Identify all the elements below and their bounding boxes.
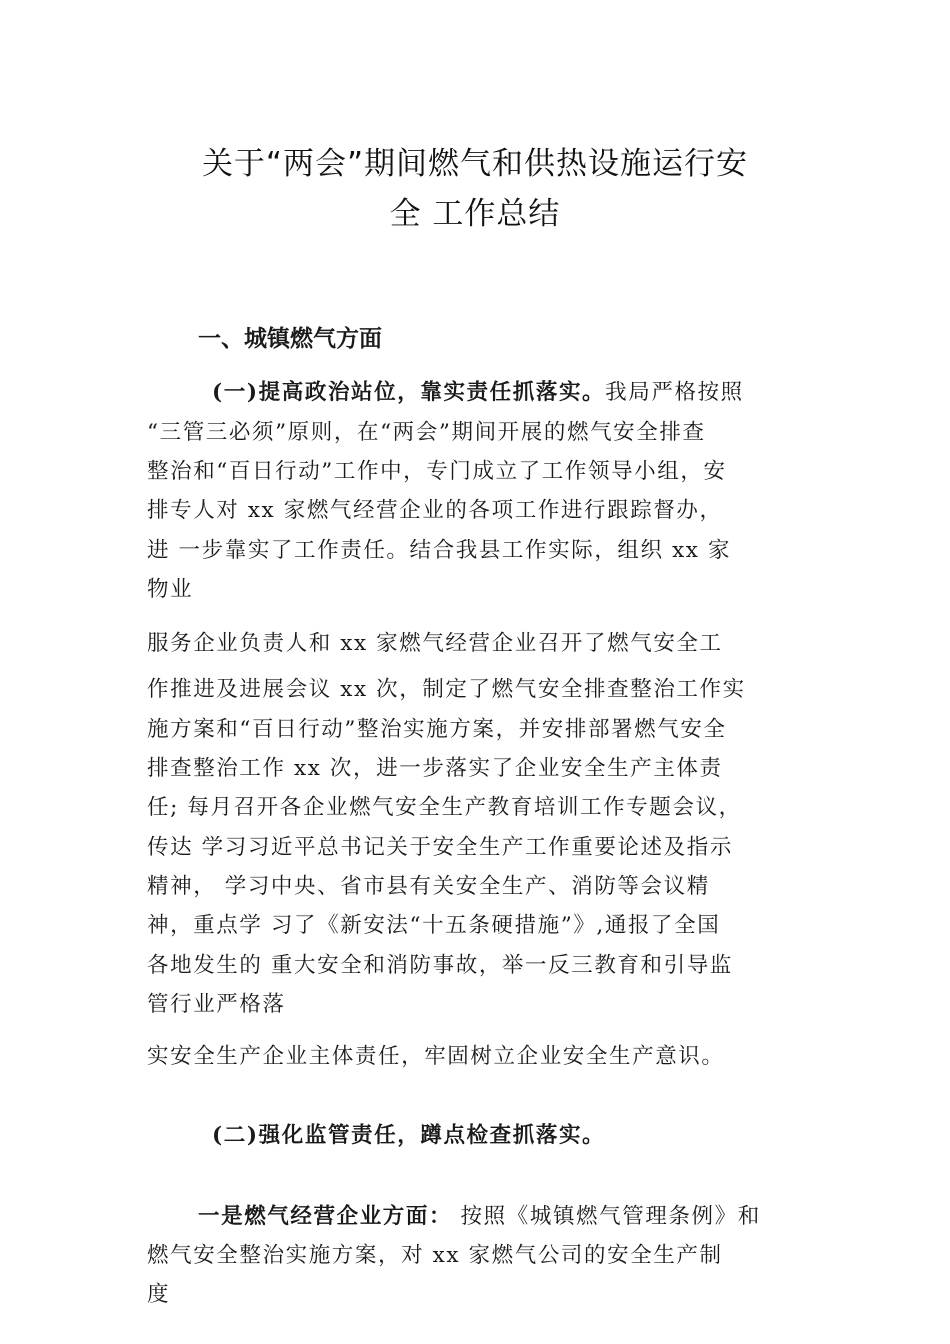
document-title-line-2: 全 工作总结: [389, 196, 561, 232]
paragraph-line: “三管三必须”原则，在“两会”期间开展的燃气安全排查: [147, 420, 706, 445]
paragraph-lead-bold: 一是燃气经营企业方面：: [198, 1204, 453, 1229]
paragraph-line: 神，重点学 习了《新安法“十五条硬措施”》,通报了全国: [147, 913, 721, 938]
paragraph-line: 施方案和“百日行动”整治实施方案，并安排部署燃气安全: [147, 717, 727, 742]
paragraph-line: 进 一步靠实了工作责任。结合我县工作实际，组织 xx 家: [147, 538, 732, 563]
paragraph-line: 任; 每月召开各企业燃气安全生产教育培训工作专题会议，: [147, 795, 742, 820]
paragraph-line: 排专人对 xx 家燃气经营企业的各项工作进行跟踪督办，: [147, 498, 723, 523]
paragraph-lead-bold: (一)提高政治站位，靠实责任抓落实。: [212, 380, 606, 405]
document-title-line-1: 关于“两会”期间燃气和供热设施运行安: [201, 146, 749, 182]
paragraph-line: 各地发生的 重大安全和消防事故，举一反三教育和引导监: [147, 953, 733, 978]
paragraph-line: 管行业严格落: [147, 992, 286, 1017]
paragraph-line: 服务企业负责人和 xx 家燃气经营企业召开了燃气安全工: [147, 631, 723, 656]
paragraph-line: 度: [147, 1282, 171, 1307]
paragraph-line: 精神， 学习中央、省市县有关安全生产、消防等会议精: [147, 874, 710, 899]
paragraph-text: 我局严格按照: [605, 380, 744, 405]
section-heading-gas: 一、城镇燃气方面: [198, 326, 382, 352]
paragraph-line: 物业: [147, 577, 194, 602]
paragraph-line: 燃气安全整治实施方案，对 xx 家燃气公司的安全生产制: [147, 1243, 723, 1268]
paragraph-line: [198, 1206, 761, 1228]
paragraph-line: [212, 382, 744, 404]
paragraph-line: 排查整治工作 xx 次，进一步落实了企业安全生产主体责: [147, 756, 723, 781]
paragraph-line: 实安全生产企业主体责任，牢固树立企业安全生产意识。: [147, 1044, 725, 1069]
paragraph-line: 整治和“百日行动”工作中，专门成立了工作领导小组，安: [147, 459, 727, 484]
paragraph-line: 传达 学习习近平总书记关于安全生产工作重要论述及指示: [147, 835, 733, 860]
subsection-heading-supervision: (二)强化监管责任，蹲点检查抓落实。: [212, 1123, 606, 1148]
paragraph-text: 按照《城镇燃气管理条例》和: [452, 1204, 761, 1229]
paragraph-line: 作推进及进展会议 xx 次，制定了燃气安全排查整治工作实: [147, 677, 746, 702]
